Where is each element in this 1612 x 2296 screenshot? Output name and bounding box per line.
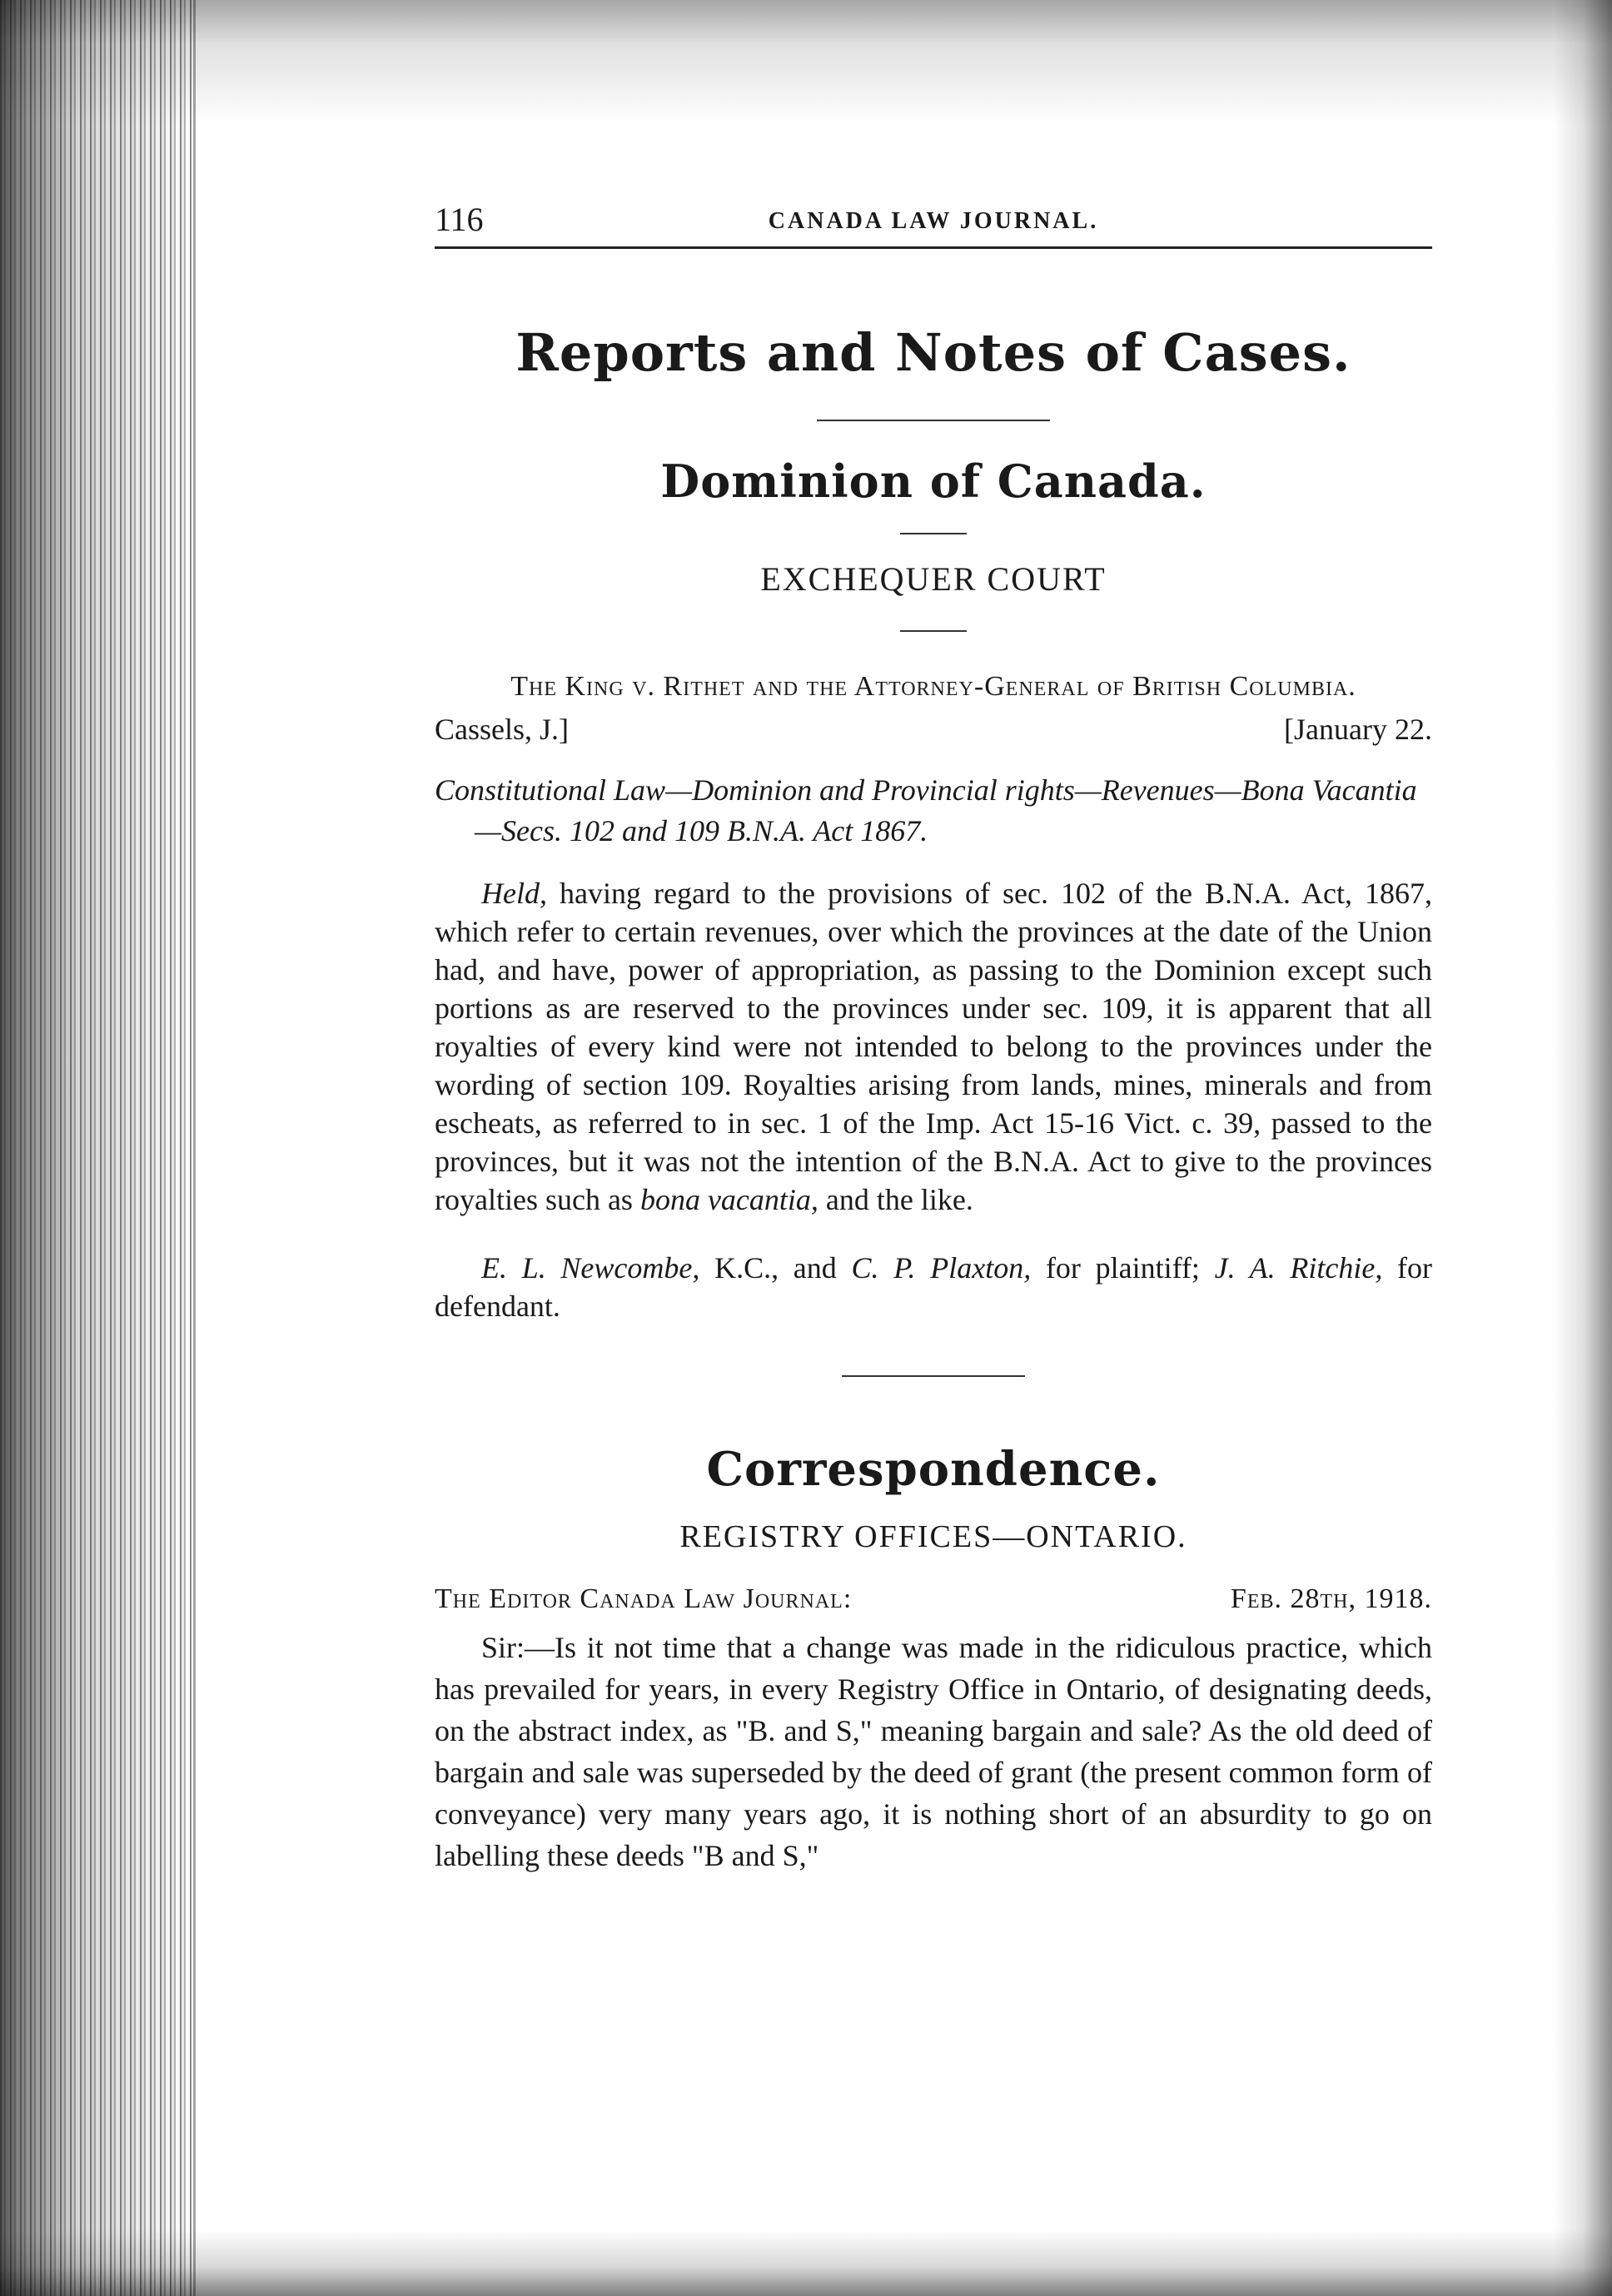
held-italic-term: bona vacantia,	[639, 1183, 818, 1217]
counsel-name: E. L. Newcombe,	[481, 1251, 700, 1285]
scan-spine-line	[193, 0, 196, 2296]
held-text: having regard to the provisions of sec. 102 of the B.N.A. Act, 1867, which refer to certain revenues, over which the provinces at the date of the Union had, and have, power of appropriation, as passing to the Dominion except such portions as are reserved to the provinces under sec. 109, it is apparent that all royalties of every kind were not intended to belong to the provinces under the wording of section 109. Royalties arising from lands, mines, minerals and from escheats, as referred to in sec. 1 of the Imp. Act 15-16 Vict. c. 39, passed to the provinces, but it was not the intention of the B.N.A. Act to give to the provinces royalties such as	[435, 877, 1432, 1217]
divider-rule	[900, 630, 967, 632]
running-head	[435, 200, 1432, 249]
court-heading: EXCHEQUER COURT	[760, 560, 1107, 598]
held-end: and the like.	[825, 1183, 973, 1217]
scan-edge-top	[0, 0, 1612, 125]
letter-head	[435, 1583, 1432, 1615]
headnote: Constitutional Law—Dominion and Provincial rights—Revenues—Bona Vacantia—Secs. 102 and 109 B.N.A. Act 1867.	[435, 773, 1417, 847]
section-heading: Reports and Notes of Cases.	[515, 322, 1351, 383]
counsel-text: for defendant.	[435, 1251, 1433, 1324]
judge-date-row	[435, 712, 1432, 747]
held-paragraph	[435, 874, 1432, 1219]
held-label: Held,	[481, 877, 547, 911]
correspondence-heading: Correspondence.	[706, 1442, 1161, 1498]
page-number: 116	[435, 201, 484, 238]
counsel-paragraph	[435, 1249, 1432, 1325]
correspondence-subject: REGISTRY OFFICES—ONTARIO.	[679, 1519, 1187, 1555]
counsel-text: for plaintiff;	[1045, 1251, 1200, 1285]
letter-body: Sir:—Is it not time that a change was made in the ridiculous practice, which has prevailed for years, in every Registry Office in Ontario, of designating deeds, on the abstract index, as "B. and S," meaning bargain and sale? As the old deed of bargain and sale was superseded by the deed of grant (the present common form of conveyance) very many years ago, it is nothing short of an absurdity to go on labelling these deeds "B and S,"	[435, 1631, 1432, 1873]
scan-edge-bottom	[0, 2229, 1612, 2296]
judge-name: Cassels, J.]	[435, 713, 569, 747]
jurisdiction-heading: Dominion of Canada.	[660, 455, 1207, 508]
journal-page	[435, 200, 1432, 1906]
counsel-name: C. P. Plaxton,	[851, 1251, 1032, 1285]
decision-date: [January 22.	[1284, 713, 1432, 747]
divider-rule	[817, 420, 1050, 421]
case-title: The King v. Rithet and the Attorney-General of British Columbia.	[510, 671, 1356, 702]
letter-date: Feb. 28th, 1918.	[1230, 1583, 1432, 1615]
divider-rule	[842, 1375, 1025, 1377]
journal-title: CANADA LAW JOURNAL.	[768, 208, 1099, 234]
letter-addressee: The Editor Canada Law Journal:	[435, 1583, 853, 1615]
counsel-text: K.C., and	[714, 1251, 837, 1285]
divider-rule	[900, 533, 967, 534]
scan-edge-right	[1554, 0, 1612, 2296]
counsel-name: J. A. Ritchie,	[1214, 1251, 1383, 1285]
scan-edge-left	[0, 0, 192, 2296]
